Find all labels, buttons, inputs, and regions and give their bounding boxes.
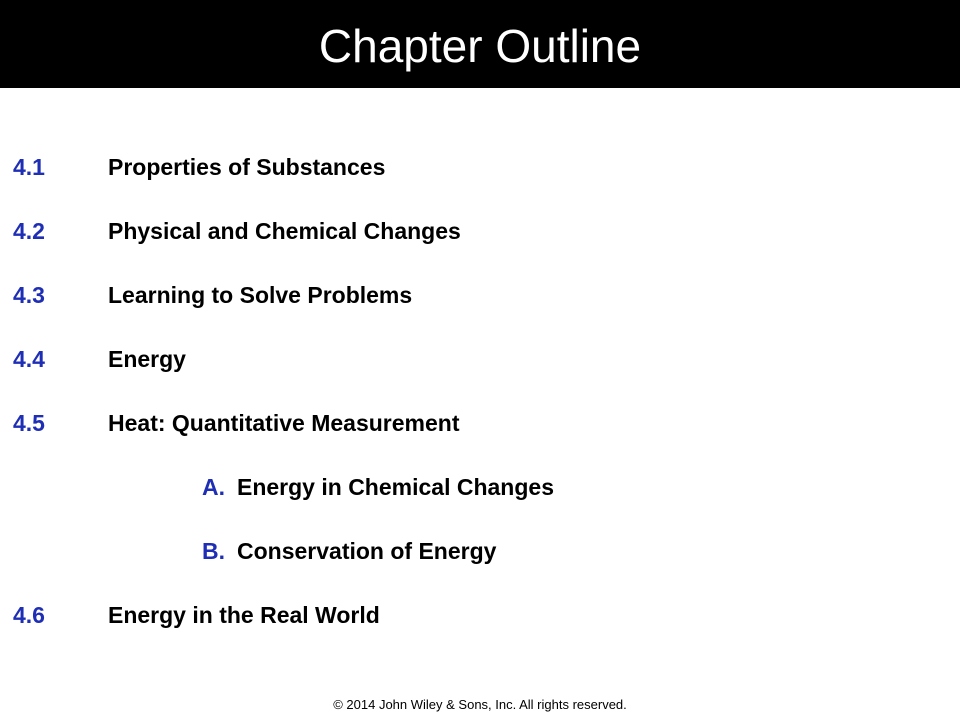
subsection-title: Energy in Chemical Changes [237,474,554,500]
subsection-letter: B. [202,538,225,564]
subsection-title: Conservation of Energy [237,538,497,564]
title-bar [0,0,960,88]
section-number: 4.4 [13,346,45,372]
copyright-footer: © 2014 John Wiley & Sons, Inc. All rights reserved. [333,697,627,712]
section-title: Heat: Quantitative Measurement [108,410,460,436]
section-number: 4.1 [13,154,45,180]
section-number: 4.6 [13,602,45,628]
section-number: 4.3 [13,282,45,308]
section-number: 4.5 [13,410,45,436]
section-title: Energy [108,346,186,372]
subsection-letter: A. [202,474,225,500]
section-title: Energy in the Real World [108,602,380,628]
section-title: Properties of Substances [108,154,386,180]
slide-title: Chapter Outline [318,20,642,72]
section-title: Learning to Solve Problems [108,282,413,308]
section-number: 4.2 [13,218,45,244]
section-title: Physical and Chemical Changes [108,218,461,244]
